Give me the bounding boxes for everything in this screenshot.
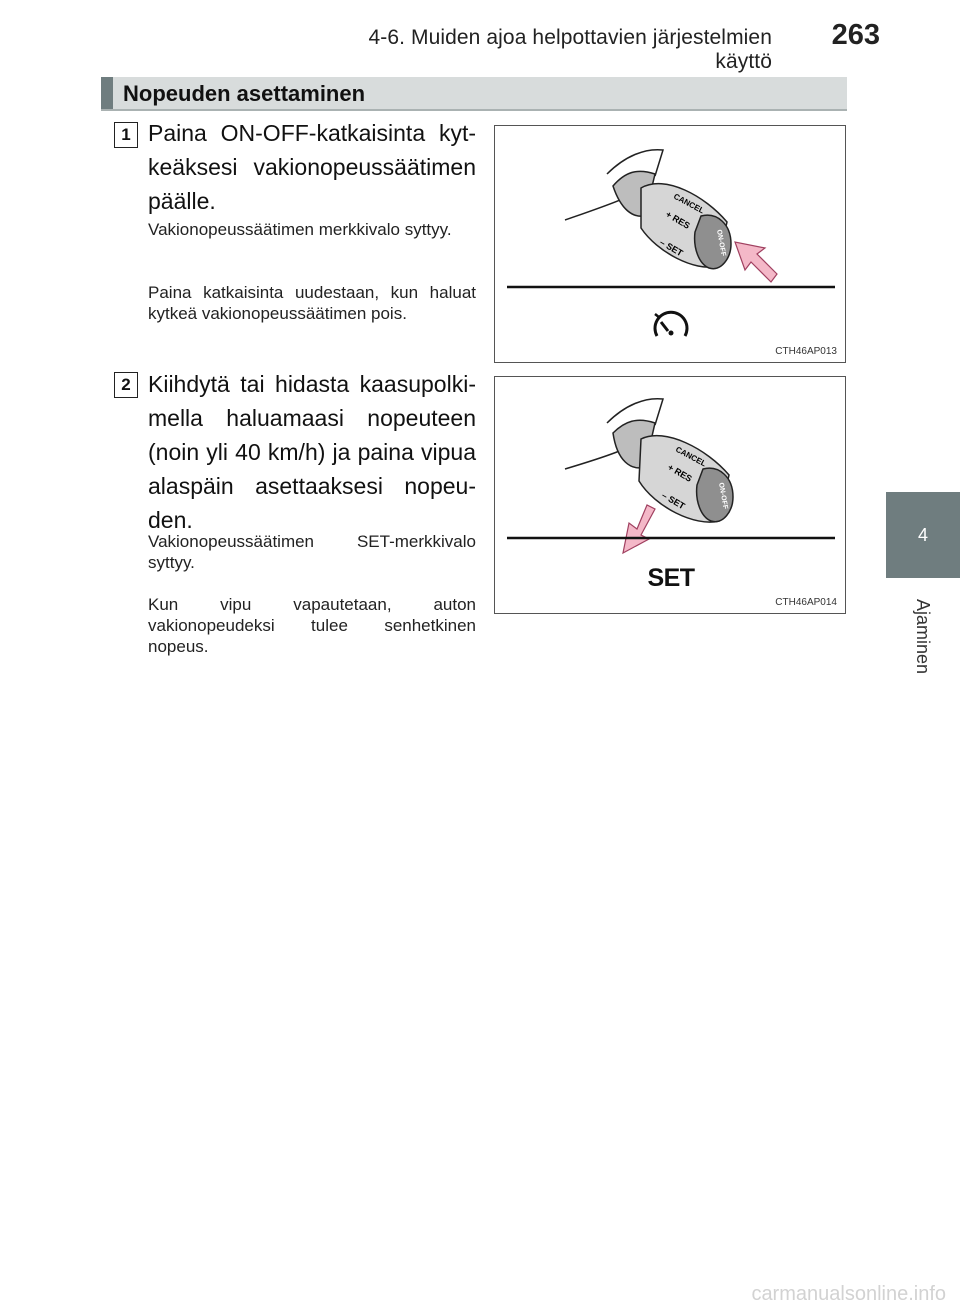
cruise-control-icon [655,312,687,336]
step-number-1: 1 [114,122,138,148]
lever-illustration-on-off [495,126,847,364]
step-number-2: 2 [114,372,138,398]
lever-onoff-label-2: ON-OFF [717,482,729,510]
figure-code-2: CTH46AP014 [775,597,837,608]
running-header: 4-6. Muiden ajoa helpottavien järjestelmien käyttö [368,26,772,73]
step-2-note-2: Kun vipu vapautetaan, auton vakionopeudeksi tulee senhetkinen nopeus. [148,595,476,656]
step-text-2: Kiihdytä tai hidasta kaasupolkimella haluamaasi nopeuteen (noin yli 40 km/h) ja paina vipua alaspäin asettaaksesi nopeuden. [148,371,476,533]
section-title: Nopeuden asettaminen [123,81,366,106]
chapter-number: 4 [917,524,928,545]
figure-cruise-on-off [494,125,846,363]
chapter-tab [886,492,960,578]
page-number: 263 [831,19,880,51]
figure-cruise-set [494,376,846,614]
press-arrow-icon [735,242,777,282]
lever-cancel-label: CANCEL [672,191,706,216]
lever-cancel-label-2: CANCEL [674,444,708,469]
step-2-note-1: Vakionopeussäätimen SET-merkkivalo syttyy. [148,532,476,572]
figure-code-1: CTH46AP013 [775,346,837,357]
lever-set-label: – SET [658,237,685,259]
section-header [101,77,847,111]
step-1-note-1: Vakionopeussäätimen merkkivalo syttyy. [148,220,452,239]
push-down-arrow-icon [623,505,655,553]
watermark: carmanualsonline.info [751,1283,946,1305]
lever-set-label-2: – SET [660,490,687,512]
step-1-note-2: Paina katkaisinta uudestaan, kun haluat kytkeä vakionopeussäätimen pois. [148,283,476,323]
set-indicator-label: SET [647,564,695,592]
lever-res-label: + RES [664,209,692,231]
section-header-bar [101,77,113,109]
step-text-1: Paina ON-OFF-katkaisinta kytkeäksesi vakionopeussäätimen päälle. [148,120,476,214]
lever-onoff-label: ON-OFF [715,229,727,257]
chapter-label-text: Ajaminen [913,598,934,674]
lever-res-label-2: + RES [666,462,694,484]
chapter-label [886,586,960,686]
